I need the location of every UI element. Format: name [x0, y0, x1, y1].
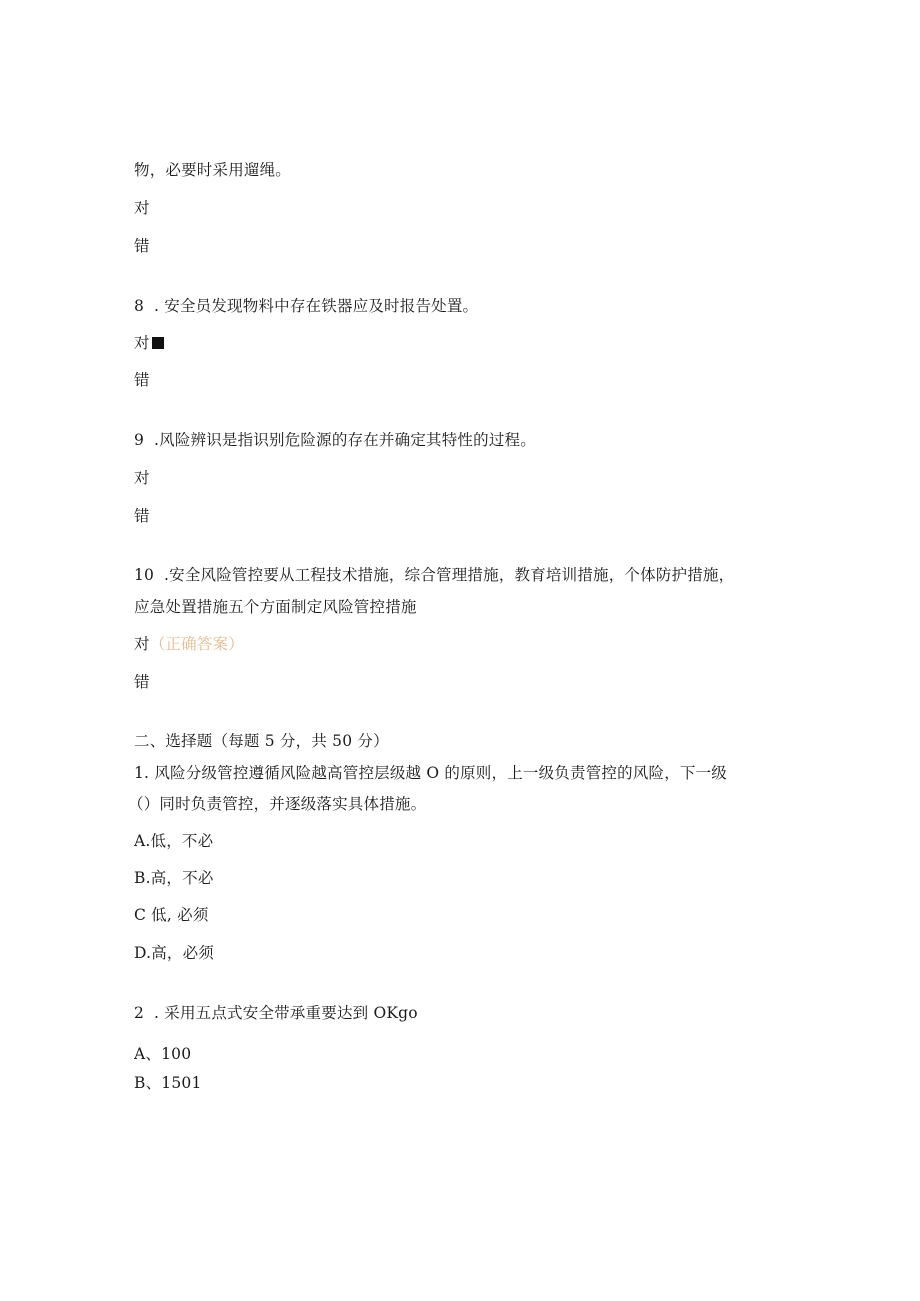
- section-heading-choice: 二、选择题（每题 5 分，共 50 分）: [134, 732, 389, 750]
- question-text: .风险辨识是指识别危险源的存在并确定其特性的过程。: [154, 431, 536, 449]
- question-10-option-true: [134, 634, 244, 654]
- question-10-option-false: 错: [134, 673, 150, 691]
- question-10-stem-line2: 应急处置措施五个方面制定风险管控措施: [134, 598, 417, 616]
- question-8-option-true: [134, 333, 164, 353]
- choice-question-1-option-a: A.低，不必: [134, 832, 214, 850]
- question-9-option-true: 对: [134, 469, 150, 487]
- question-number: 1.: [134, 764, 150, 782]
- question-text: . 采用五点式安全带承重要达到 OKgo: [154, 1004, 418, 1022]
- question-7-option-false: 错: [134, 237, 150, 255]
- question-number: 8: [134, 297, 145, 315]
- question-7-option-true: 对: [134, 199, 150, 217]
- question-text: .安全风险管控要从工程技术措施，综合管理措施，教育培训措施，个体防护措施，: [164, 566, 735, 584]
- choice-question-2-stem: [134, 1003, 418, 1023]
- choice-question-1-option-d: D.高，必须: [134, 944, 215, 962]
- question-number: 10: [134, 566, 155, 584]
- option-label: 对: [134, 635, 150, 653]
- question-9-option-false: 错: [134, 507, 150, 525]
- choice-question-1-option-b: B.高，不必: [134, 869, 214, 887]
- question-10-stem-line1: [134, 565, 734, 585]
- question-text: 风险分级管控遵循风险越高管控层级越 O 的原则，上一级负责管控的风险，下一级: [154, 764, 728, 782]
- question-text: . 安全员发现物料中存在铁器应及时报告处置。: [154, 297, 479, 315]
- choice-question-1-stem-line2: （）同时负责管控，并逐级落实具体措施。: [128, 795, 427, 813]
- choice-question-1-stem-line1: [134, 763, 727, 783]
- question-number: 2: [134, 1004, 145, 1022]
- question-7-text-tail: 物，必要时采用遛绳。: [134, 161, 292, 179]
- choice-question-1-option-c: C 低, 必须: [134, 906, 209, 924]
- question-number: 9: [134, 431, 145, 449]
- choice-question-2-option-b: B、1501: [134, 1074, 202, 1092]
- correct-answer-note: （正确答案）: [149, 635, 244, 653]
- option-label: 对: [134, 334, 150, 352]
- question-9-stem: [134, 430, 536, 450]
- question-8-option-false: 错: [134, 371, 150, 389]
- filled-square-marker-icon: [152, 337, 164, 349]
- question-8-stem: [134, 296, 478, 316]
- choice-question-2-option-a: A、100: [134, 1045, 192, 1063]
